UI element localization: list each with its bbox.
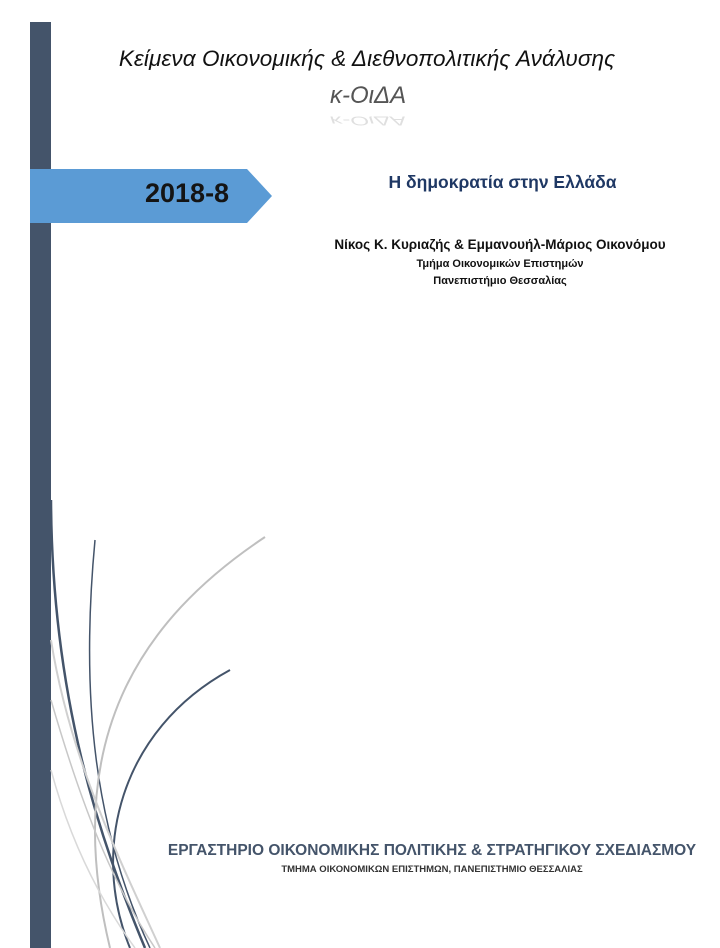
series-title: Κείμενα Οικονομικής & Διεθνοπολιτικής Ανάλυσης: [118, 46, 616, 71]
author-university: Πανεπιστήμιο Θεσσαλίας: [433, 275, 567, 287]
paper-authors: Νίκος Κ. Κυριαζής & Εμμανουήλ-Μάριος Οικονόμου: [334, 237, 666, 252]
lab-subtitle: ΤΜΗΜΑ ΟΙΚΟΝΟΜΙΚΩΝ ΕΠΙΣΤΗΜΩΝ, ΠΑΝΕΠΙΣΤΗΜΙΟ ΘΕΣΣΑΛΙΑΣ: [281, 864, 583, 875]
series-abbreviation-reflection: κ-ΟιΔΑ: [330, 113, 407, 128]
series-abbreviation: κ-ΟιΔΑ: [330, 82, 407, 109]
paper-title: Η δημοκρατία στην Ελλάδα: [388, 172, 617, 192]
author-department: Τμήμα Οικονομικών Επιστημών: [416, 258, 584, 270]
paper-number: 2018-8: [145, 178, 230, 208]
side-bar: [30, 22, 51, 948]
lab-name: ΕΡΓΑΣΤΗΡΙΟ ΟΙΚΟΝΟΜΙΚΗΣ ΠΟΛΙΤΙΚΗΣ & ΣΤΡΑΤΗΓΙΚΟΥ ΣΧΕΔΙΑΣΜΟΥ: [167, 842, 697, 859]
